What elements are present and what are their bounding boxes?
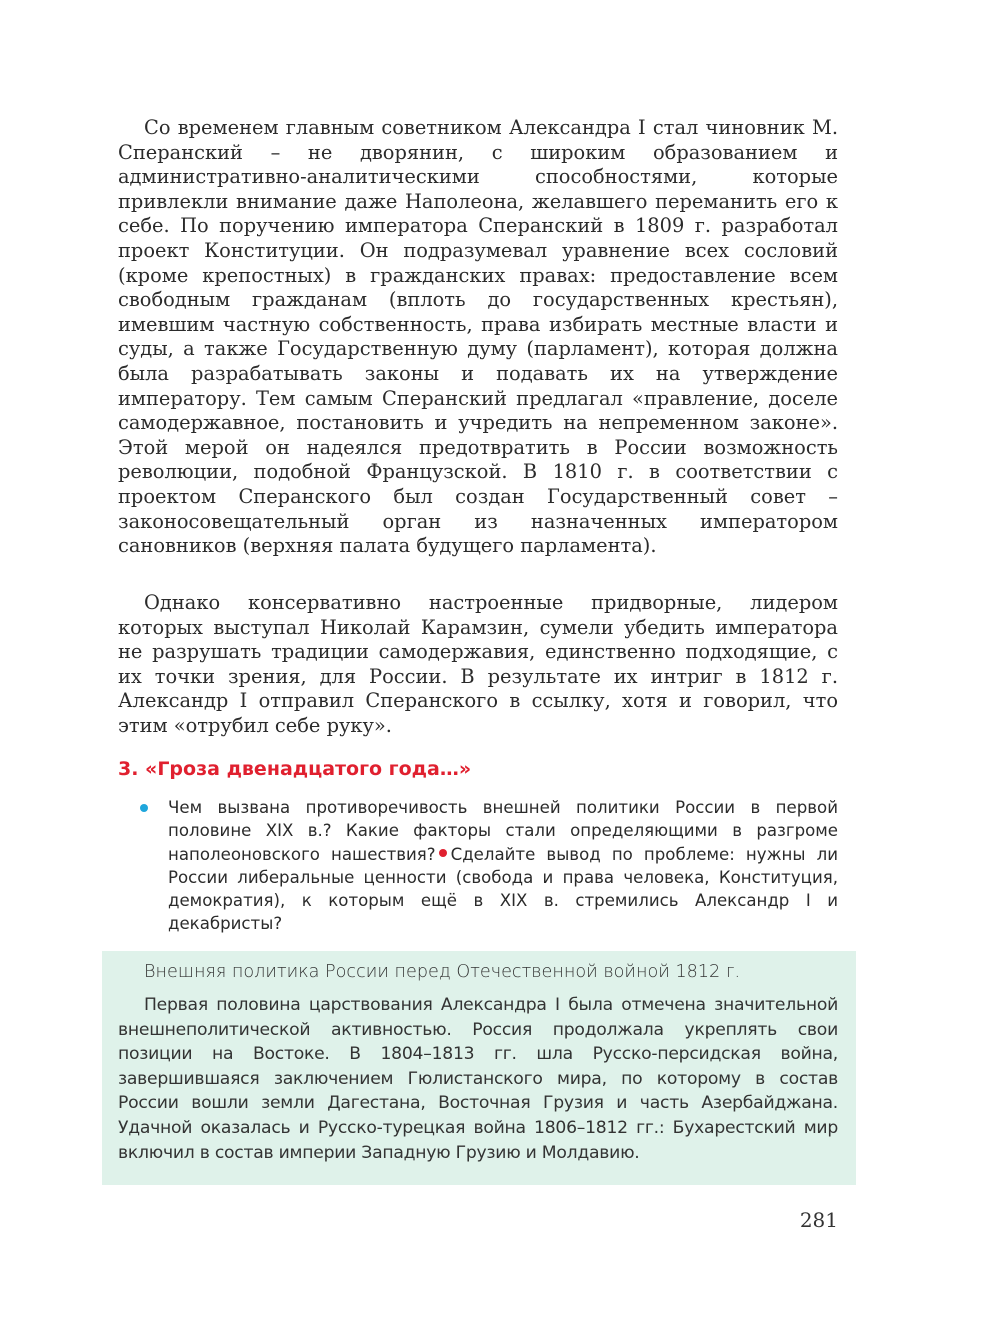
body-paragraph-speransky	[118, 116, 838, 559]
page-number: 281	[799, 1208, 838, 1232]
section-heading: 3. «Гроза двенадцатого года…»	[118, 758, 472, 780]
questions-block	[142, 796, 838, 936]
blue-bullet-icon	[140, 804, 148, 812]
question-part-1: Чем вызвана противоречивость внешней политики России в первой половине XIX в.? Какие факторы стали определяющими в разгроме наполеоновского нашествия?	[168, 798, 838, 864]
body-paragraph-karamzin	[118, 591, 838, 739]
question-part-2: Сделайте вывод по проблеме: нужны ли России либеральные ценности (свобода и права человека, Конституция, демократия), к которым ещё в XIX в. стремились Александр I и декабристы?	[168, 844, 839, 934]
paragraph-text: Однако консервативно настроенные придворные, лидером которых выступал Николай Карамзин, сумели убедить императора не разрушать традиции самодержавия, единственно подходящие, с их точки зрения, для России. В результате их интриг в 1812 г. Александр I отправил Сперанского в ссылку, хотя и говорил, что этим «отрубил себе руку».	[118, 591, 838, 737]
info-box-text: Первая половина царствования Александра I была отмечена значительной внешнеполитической активностью. Россия продолжала укреплять свои позиции на Востоке. В 1804–1813 гг. шла Русско-персидская война, завершившаяся заключением Гюлистанского мира, по которому в состав России вошли земли Дагестана, Восточная Грузия и часть Азербайджана. Удачной оказалась и Русско-турецкая война 1806–1812 гг.: Бухарестский мир включил в состав империи Западную Грузию и Молдавию.	[118, 995, 838, 1163]
questions-text	[142, 796, 838, 936]
info-box-title: Внешняя политика России перед Отечественной войной 1812 г.	[144, 962, 741, 982]
red-bullet-icon	[439, 849, 447, 857]
paragraph-text: Со временем главным советником Александра I стал чиновник М. Сперанский – не дворянин, с широким образованием и административно-аналитическими способностями, которые привлекли внимание даже Наполеона, желавшего переманить его к себе. По поручению императора Сперанский в 1809 г. разработал проект Конституции. Он подразумевал уравнение всех сословий (кроме крепостных) в гражданских правах: предоставление всем свободным гражданам (вплоть до государственных крестьян), имевшим частную собственность, права избирать местные власти и суды, а также Государственную думу (парламент), которая должна была разрабатывать законы и подавать их на утверждение императору. Тем самым Сперанский предлагал «правление, доселе самодержавное, постановить и учредить на непременном законе». Этой мерой он надеялся предотвратить в России возможность революции, подобной Французской. В 1810 г. в соответствии с проектом Сперанского был создан Государственный совет – законосовещательный орган из назначенных императором сановников (верхняя палата будущего парламента).	[118, 116, 838, 558]
